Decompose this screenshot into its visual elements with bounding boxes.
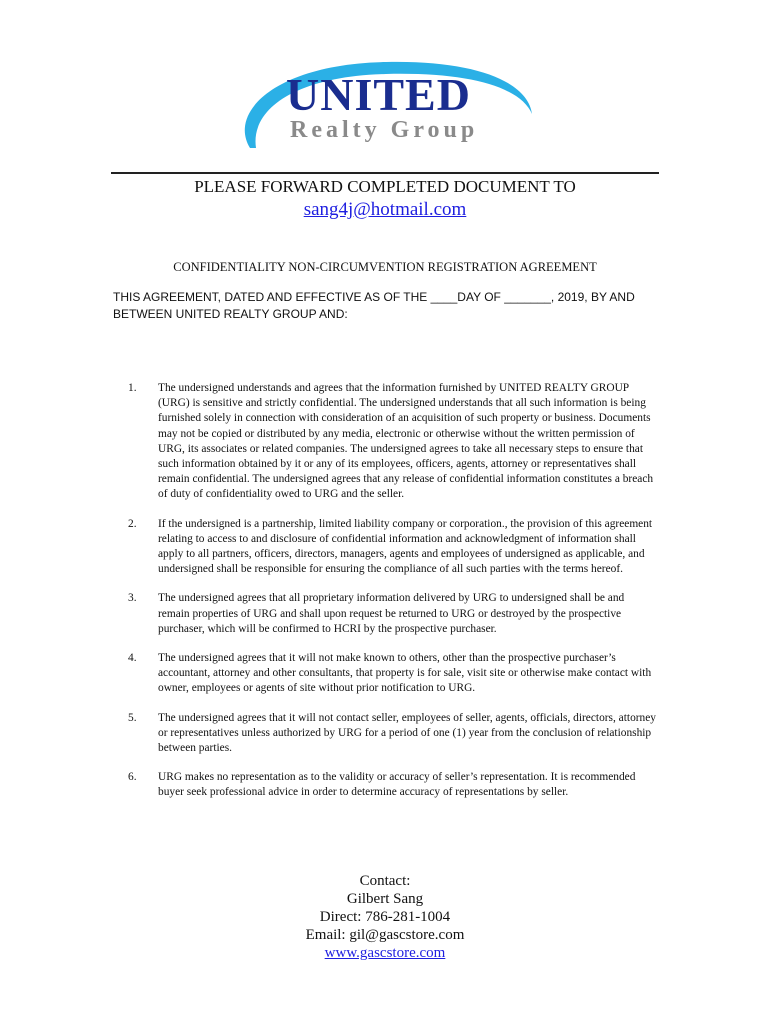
- clause-text: The undersigned agrees that all proprietary information delivered by URG to undersigned shall be and remain properties of URG and shall upon request be returned to URG or destroyed by the prospective purchaser, which will be confirmed to HCRI by the prospective purchaser.: [158, 592, 625, 635]
- clause-number: 3.: [128, 592, 137, 605]
- clause-2: [128, 517, 658, 578]
- company-logo: [236, 52, 536, 156]
- clause-number: 1.: [128, 382, 137, 394]
- clause-6: [128, 770, 658, 800]
- clause-number: 5.: [128, 711, 137, 724]
- forward-instruction: PLEASE FORWARD COMPLETED DOCUMENT TO: [194, 177, 576, 196]
- logo-realty-group-text: Realty Group: [290, 117, 479, 143]
- clause-number: 2.: [128, 517, 137, 530]
- clause-text: If the undersigned is a partnership, limited liability company or corporation., the provision of this agreement relating to access to and disclosure of confidential information and acknowledgment of information shall apply to all partners, officers, directors, managers, agents and employees of undersigned as applicable, and undersigned shall be responsible for ensuring the compliance of all such parties with the terms hereof.: [158, 517, 653, 576]
- clause-4: [128, 651, 658, 697]
- clause-number: 6.: [128, 771, 137, 784]
- contact-heading: Contact:: [359, 873, 411, 889]
- agreement-intro: THIS AGREEMENT, DATED AND EFFECTIVE AS OF THE ____DAY OF _______, 2019, BY AND BETWEEN UNITED REALTY GROUP AND:: [113, 290, 635, 321]
- forward-email-link[interactable]: sang4j@hotmail.com: [303, 199, 467, 220]
- clause-3: [128, 591, 658, 637]
- clause-text: The undersigned agrees that it will not contact seller, employees of seller, agents, officials, directors, attorney or representatives unless authorized by URG for a period of one (1) year from the conclusion of relationship between parties.: [158, 711, 657, 755]
- clause-1: [128, 381, 658, 503]
- clause-text: URG makes no representation as to the validity or accuracy of seller’s representation. It is recommended buyer seek professional advice in order to determine accuracy of representations by seller.: [158, 771, 636, 799]
- logo-united-text: UNITED: [286, 69, 471, 120]
- clause-5: [128, 711, 658, 757]
- contact-name: Gilbert Sang: [346, 891, 424, 907]
- contact-direct-phone: Direct: 786-281-1004: [319, 909, 451, 925]
- clause-number: 4.: [128, 652, 137, 665]
- contact-block: [0, 872, 770, 962]
- contact-email: Email: gil@gascstore.com: [305, 927, 465, 943]
- contact-website-link[interactable]: www.gascstore.com: [324, 945, 446, 961]
- agreement-clauses: [128, 381, 658, 815]
- header-divider: [111, 172, 659, 174]
- clause-text: The undersigned agrees that it will not make known to others, other than the prospective purchaser’s accountant, attorney and other consultants, that property is for sale, visit site or otherwise make contact with owner, employees or agents of site without prior notification to URG.: [158, 652, 652, 695]
- agreement-title: CONFIDENTIALITY NON-CIRCUMVENTION REGISTRATION AGREEMENT: [173, 260, 597, 274]
- clause-text: The undersigned understands and agrees that the information furnished by UNITED REALTY GROUP (URG) is sensitive and strictly confidential. The undersigned understands that all such information is being furnished solely in connection with consideration of an acquisition of such property or business. Documents may not be copied or distributed by any media, electronic or otherwise without the written permission of URG, its associates or related companies. The undersigned agrees to take all necessary steps to ensure that such information obtained by it or any of its employees, officers, agents, attorney or representatives shall remain confidential. The undersigned agrees that any release of confidential information constitutes a breach of duty of confidentiality owed to URG and the seller.: [158, 382, 654, 501]
